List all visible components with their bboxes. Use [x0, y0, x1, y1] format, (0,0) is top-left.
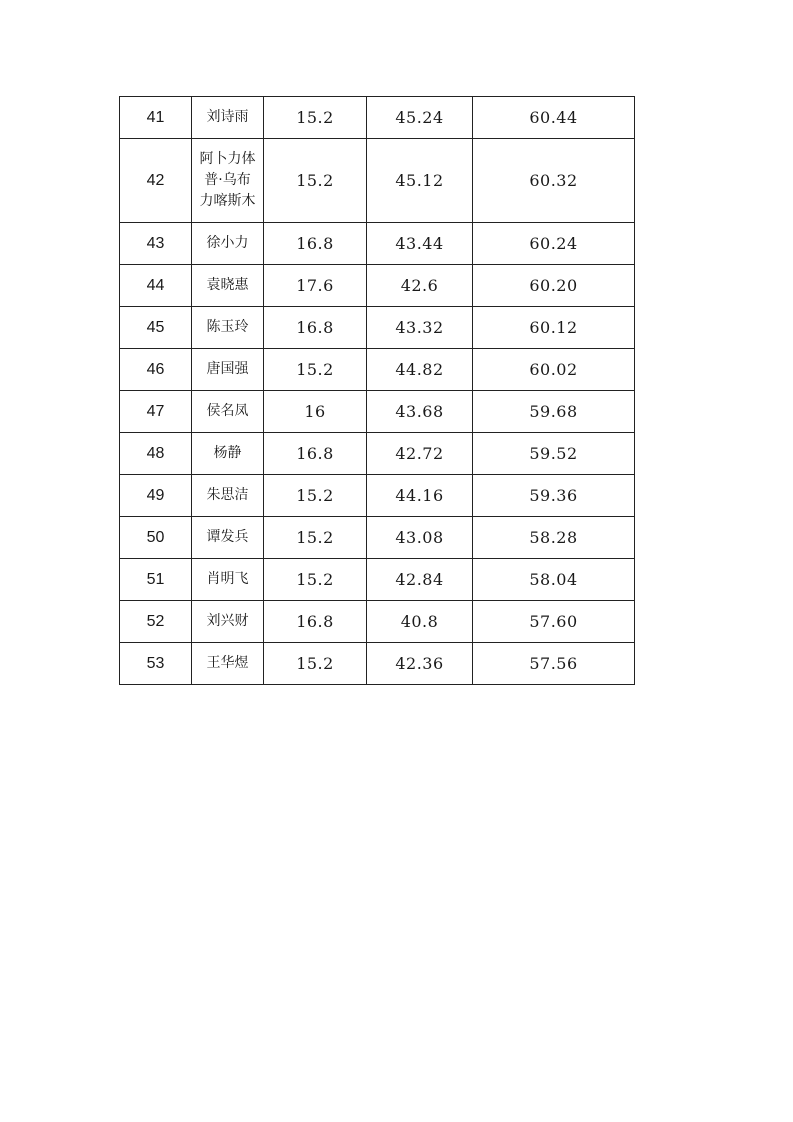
table-row	[120, 433, 635, 475]
score-b-cell: 42.6	[367, 265, 473, 307]
rank-cell: 51	[120, 559, 192, 601]
score-b-cell: 43.68	[367, 391, 473, 433]
total-score-cell: 60.02	[473, 349, 635, 391]
table-row	[120, 307, 635, 349]
table-row	[120, 475, 635, 517]
rank-cell: 50	[120, 517, 192, 559]
total-score-cell: 59.36	[473, 475, 635, 517]
score-a-cell: 16.8	[264, 433, 367, 475]
score-b-cell: 44.82	[367, 349, 473, 391]
table-row	[120, 349, 635, 391]
name-cell: 侯名凤	[192, 391, 264, 433]
score-table-body	[120, 97, 635, 685]
score-b-cell: 43.08	[367, 517, 473, 559]
score-a-cell: 15.2	[264, 139, 367, 223]
score-b-cell: 45.12	[367, 139, 473, 223]
total-score-cell: 59.52	[473, 433, 635, 475]
name-cell: 阿卜力体普·乌布力喀斯木	[192, 139, 264, 223]
name-cell: 唐国强	[192, 349, 264, 391]
total-score-cell: 58.04	[473, 559, 635, 601]
total-score-cell: 60.24	[473, 223, 635, 265]
score-a-cell: 16.8	[264, 601, 367, 643]
table-row	[120, 391, 635, 433]
score-b-cell: 44.16	[367, 475, 473, 517]
name-cell: 杨静	[192, 433, 264, 475]
score-a-cell: 15.2	[264, 475, 367, 517]
rank-cell: 41	[120, 97, 192, 139]
name-cell: 王华煜	[192, 643, 264, 685]
name-cell: 谭发兵	[192, 517, 264, 559]
rank-cell: 45	[120, 307, 192, 349]
total-score-cell: 60.32	[473, 139, 635, 223]
table-row	[120, 265, 635, 307]
rank-cell: 52	[120, 601, 192, 643]
table-row	[120, 139, 635, 223]
table-row	[120, 643, 635, 685]
table-row	[120, 97, 635, 139]
total-score-cell: 57.60	[473, 601, 635, 643]
table-row	[120, 601, 635, 643]
rank-cell: 47	[120, 391, 192, 433]
name-cell: 陈玉玲	[192, 307, 264, 349]
total-score-cell: 57.56	[473, 643, 635, 685]
rank-cell: 53	[120, 643, 192, 685]
table-row	[120, 517, 635, 559]
table-row	[120, 223, 635, 265]
score-a-cell: 17.6	[264, 265, 367, 307]
total-score-cell: 58.28	[473, 517, 635, 559]
score-b-cell: 43.44	[367, 223, 473, 265]
score-b-cell: 43.32	[367, 307, 473, 349]
score-table	[119, 96, 635, 685]
score-a-cell: 15.2	[264, 559, 367, 601]
name-cell: 刘兴财	[192, 601, 264, 643]
score-a-cell: 15.2	[264, 517, 367, 559]
rank-cell: 48	[120, 433, 192, 475]
score-b-cell: 42.36	[367, 643, 473, 685]
score-a-cell: 15.2	[264, 349, 367, 391]
total-score-cell: 60.12	[473, 307, 635, 349]
score-a-cell: 15.2	[264, 643, 367, 685]
score-a-cell: 16	[264, 391, 367, 433]
table-row	[120, 559, 635, 601]
score-b-cell: 45.24	[367, 97, 473, 139]
rank-cell: 43	[120, 223, 192, 265]
score-a-cell: 15.2	[264, 97, 367, 139]
score-b-cell: 42.84	[367, 559, 473, 601]
name-cell: 袁晓惠	[192, 265, 264, 307]
name-cell: 刘诗雨	[192, 97, 264, 139]
name-cell: 朱思洁	[192, 475, 264, 517]
score-b-cell: 42.72	[367, 433, 473, 475]
rank-cell: 49	[120, 475, 192, 517]
name-cell: 肖明飞	[192, 559, 264, 601]
rank-cell: 42	[120, 139, 192, 223]
rank-cell: 46	[120, 349, 192, 391]
score-a-cell: 16.8	[264, 223, 367, 265]
score-a-cell: 16.8	[264, 307, 367, 349]
total-score-cell: 60.44	[473, 97, 635, 139]
total-score-cell: 60.20	[473, 265, 635, 307]
total-score-cell: 59.68	[473, 391, 635, 433]
name-cell: 徐小力	[192, 223, 264, 265]
rank-cell: 44	[120, 265, 192, 307]
score-b-cell: 40.8	[367, 601, 473, 643]
